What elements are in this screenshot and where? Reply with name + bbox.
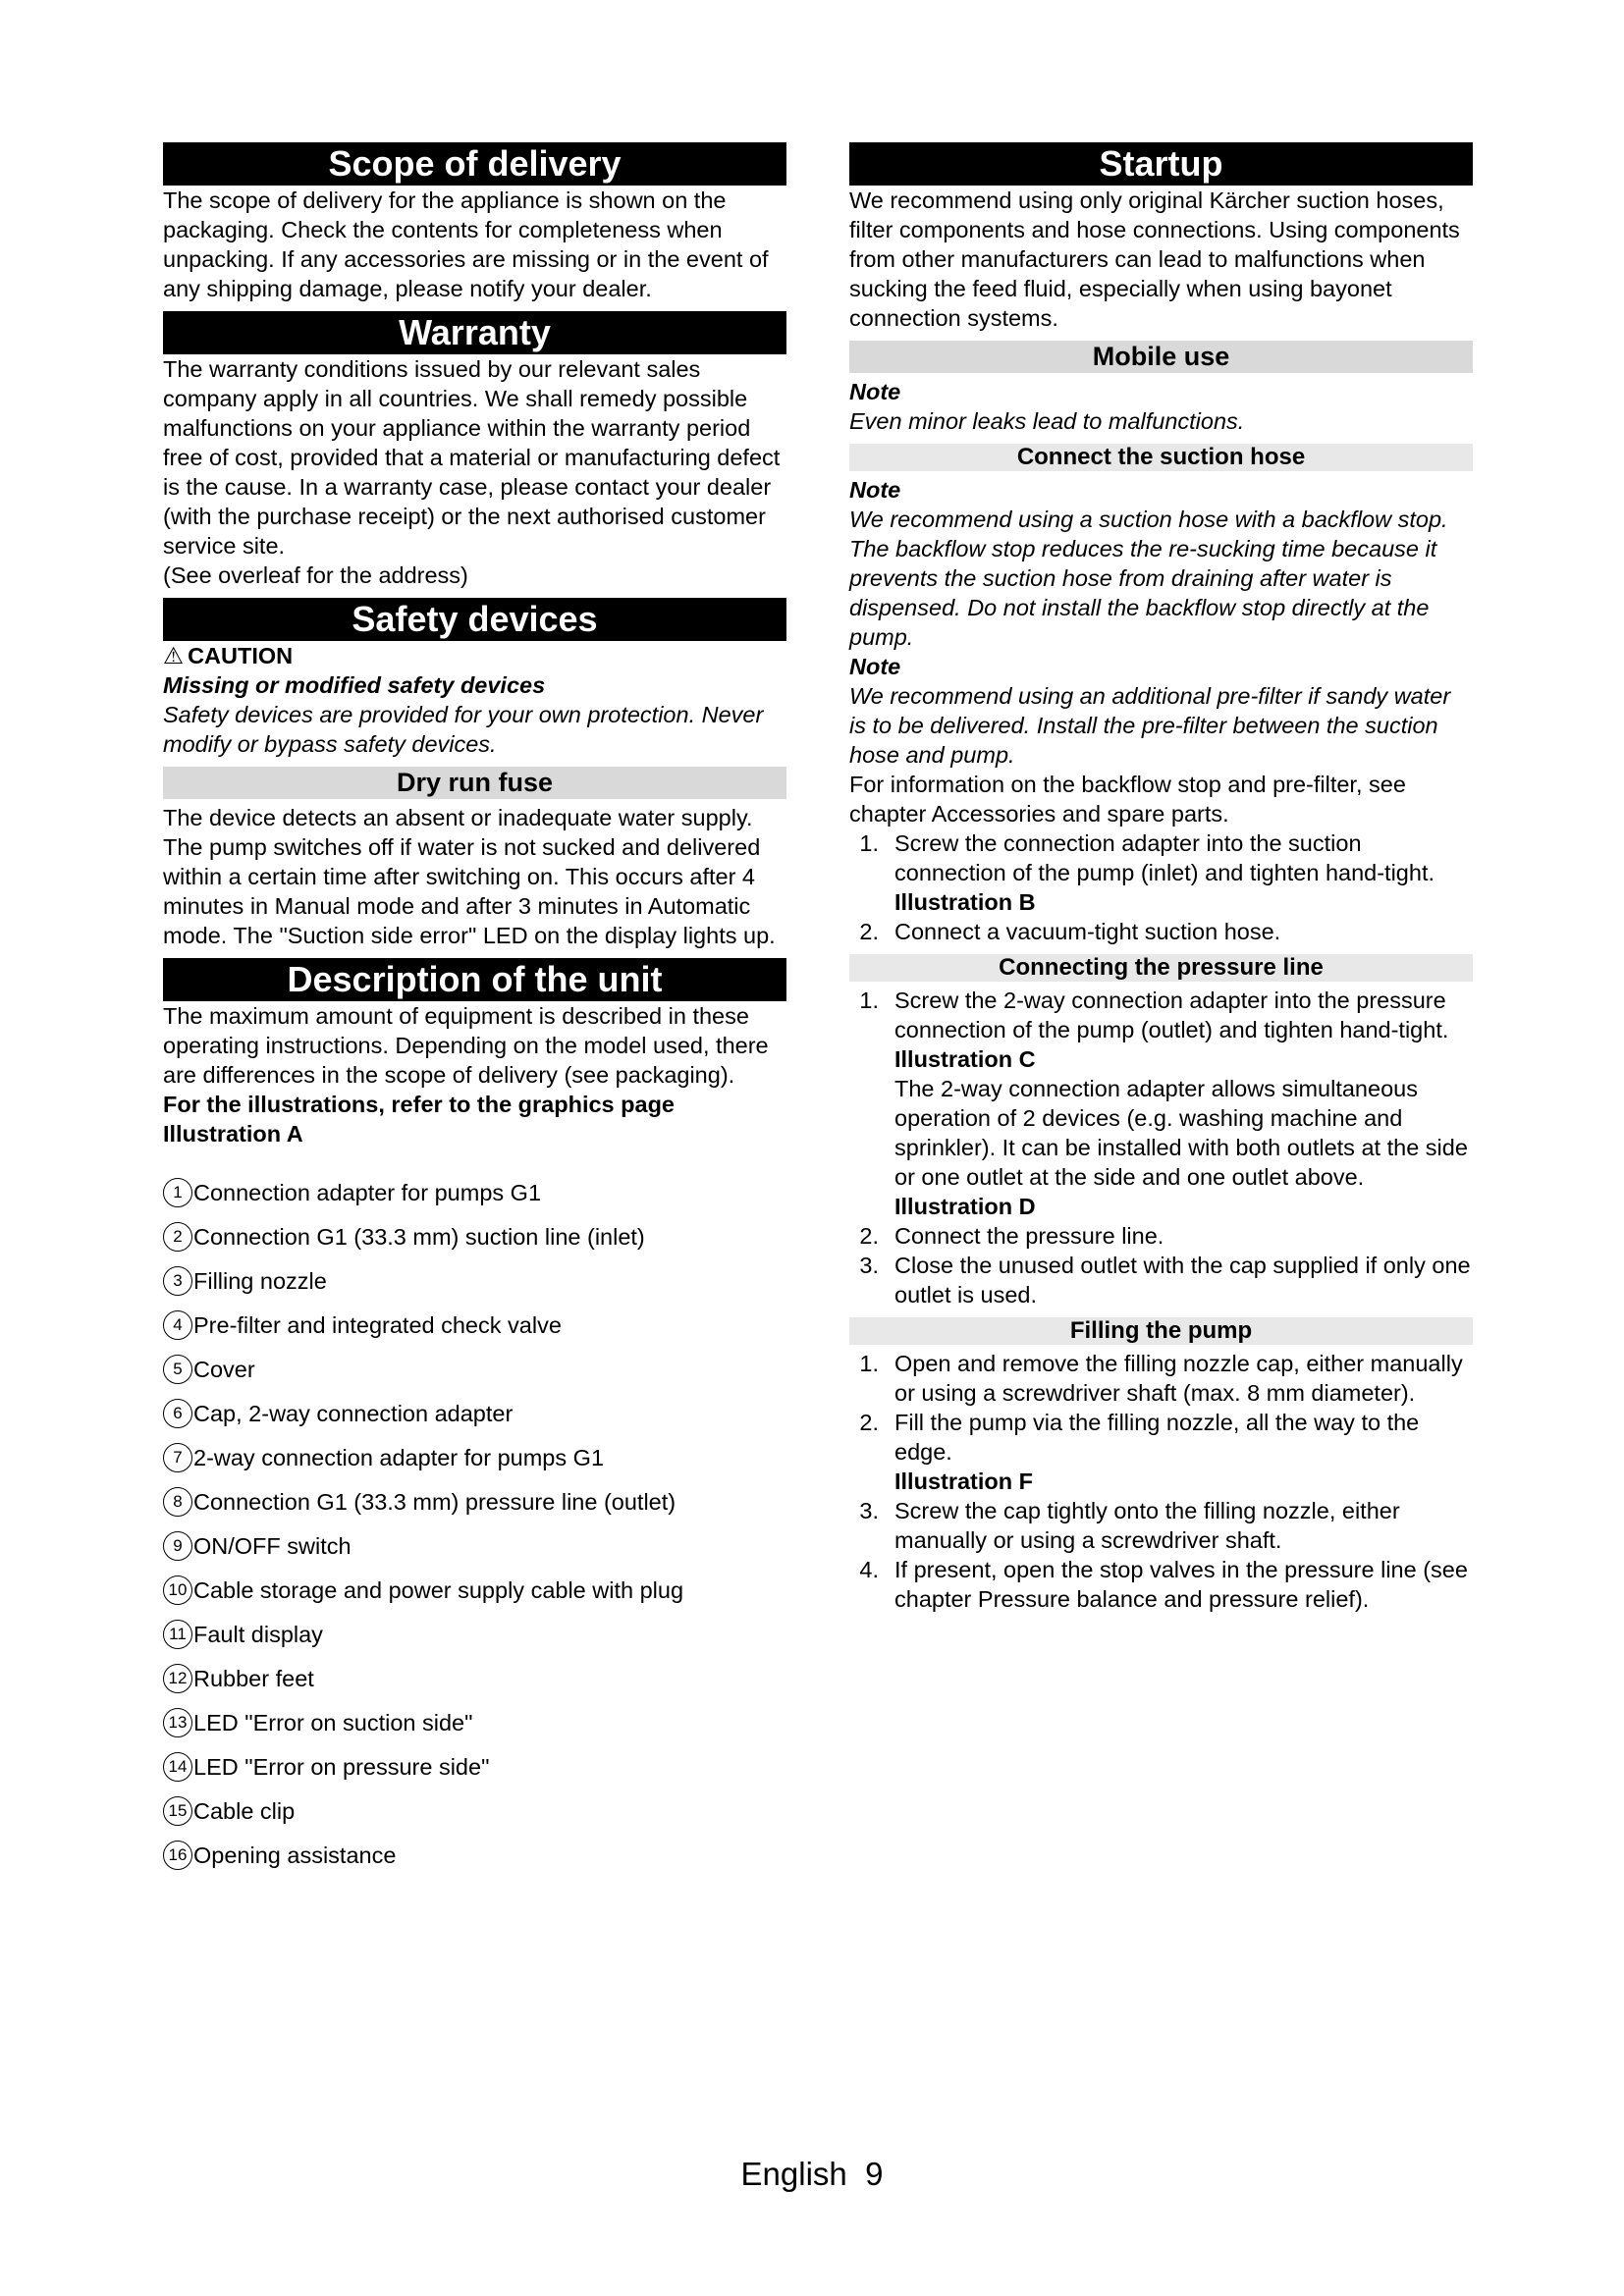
component-item	[163, 1391, 786, 1435]
component-item	[163, 1479, 786, 1523]
component-item	[163, 1214, 786, 1258]
item-number-badge: 16	[163, 1841, 192, 1870]
step-item	[849, 1555, 1473, 1614]
item-number-badge: 6	[163, 1399, 192, 1428]
step-number: 1.	[859, 988, 879, 1013]
dry-run-fuse-text: The device detects an absent or inadequate water supply. The pump switches off if water is not sucked and delivered within a certain time after switching on. This occurs after 4 minutes in Manual mode and after 3 minutes in Automatic mode. The "Suction side error" LED on the display lights up.	[163, 805, 776, 948]
item-number-badge: 2	[163, 1222, 192, 1252]
component-item	[163, 1612, 786, 1656]
step-item	[849, 1221, 1473, 1251]
component-item	[163, 1568, 786, 1612]
backflow-stop-note: We recommend using a suction hose with a backflow stop. The backflow stop reduces the re-sucking time because it prevents the suction hose from draining after water is dispensed. Do not install the backflow stop directly at the pump.	[849, 507, 1448, 650]
item-number-badge: 5	[163, 1355, 192, 1384]
step-text: Fill the pump via the filling nozzle, all the way to the edge.	[894, 1410, 1420, 1465]
dry-run-fuse-heading: Dry run fuse	[163, 767, 786, 799]
suction-steps	[849, 828, 1473, 946]
component-item	[163, 1744, 786, 1789]
step-number: 1.	[859, 830, 879, 856]
component-label: Opening assistance	[193, 1842, 397, 1868]
step-text: Connect the pressure line.	[894, 1223, 1164, 1249]
component-item	[163, 1833, 786, 1877]
illustration-f-label: Illustration F	[894, 1468, 1033, 1494]
component-label: Cable storage and power supply cable with plug	[193, 1576, 684, 1603]
step-text: Screw the connection adapter into the suction connection of the pump (inlet) and tighten hand-tight.	[894, 830, 1435, 885]
step-number: 1.	[859, 1351, 879, 1376]
step-text: If present, open the stop valves in the pressure line (see chapter Pressure balance and pressure relief).	[894, 1557, 1468, 1612]
mobile-use-note: Even minor leaks lead to malfunctions.	[849, 408, 1245, 434]
component-label: Pre-filter and integrated check valve	[193, 1311, 562, 1338]
safety-devices-heading: Safety devices	[163, 598, 786, 641]
item-number-badge: 14	[163, 1752, 192, 1782]
connecting-pressure-line-heading: Connecting the pressure line	[849, 954, 1473, 982]
step-text: Open and remove the filling nozzle cap, either manually or using a screwdriver shaft (max. 8 mm diameter).	[894, 1351, 1463, 1406]
component-label: 2-way connection adapter for pumps G1	[193, 1444, 605, 1470]
component-item	[163, 1258, 786, 1303]
scope-of-delivery-heading: Scope of delivery	[163, 142, 786, 186]
note-label: Note	[849, 654, 901, 679]
safety-devices-text: Safety devices are provided for your own protection. Never modify or bypass safety devices.	[163, 702, 764, 757]
illustration-a-label: Illustration A	[163, 1121, 303, 1147]
warranty-overleaf-note: (See overleaf for the address)	[163, 562, 468, 588]
item-number-badge: 12	[163, 1664, 192, 1693]
component-label: Cover	[193, 1356, 255, 1382]
component-label: ON/OFF switch	[193, 1532, 352, 1559]
step-item	[849, 1349, 1473, 1408]
item-number-badge: 15	[163, 1796, 192, 1826]
step-item	[849, 1496, 1473, 1555]
component-list	[163, 1170, 786, 1877]
footer-language: English	[740, 2156, 847, 2192]
step-text: Connect a vacuum-tight suction hose.	[894, 919, 1281, 944]
step-text: Close the unused outlet with the cap supplied if only one outlet is used.	[894, 1253, 1471, 1308]
step-number: 2.	[859, 1410, 879, 1435]
pre-filter-note: We recommend using an additional pre-filter if sandy water is to be delivered. Install the pre-filter between the suction hose and pump.	[849, 683, 1451, 768]
component-item	[163, 1435, 786, 1479]
right-column	[849, 142, 1473, 1614]
illustration-c-label: Illustration C	[894, 1046, 1036, 1072]
illustration-d-label: Illustration D	[894, 1194, 1036, 1219]
scope-of-delivery-text: The scope of delivery for the appliance is shown on the packaging. Check the contents for completeness when unpacking. If any accessories are missing or in the event of any shipping damage, please notify your dealer.	[163, 187, 769, 301]
accessories-reference: For information on the backflow stop and pre-filter, see chapter Accessories and spare parts.	[849, 772, 1406, 827]
connect-suction-hose-heading: Connect the suction hose	[849, 444, 1473, 471]
warranty-text: The warranty conditions issued by our relevant sales company apply in all countries. We shall remedy possible malfunctions on your appliance within the warranty period free of cost, provided that a material or manufacturing defect is the cause. In a warranty case, please contact your dealer (with the purchase receipt) or the next authorised customer service site.	[163, 356, 781, 559]
description-text: The maximum amount of equipment is described in these operating instructions. Depending on the model used, there are differences in the scope of delivery (see packaging).	[163, 1003, 769, 1088]
item-number-badge: 13	[163, 1708, 192, 1737]
item-number-badge: 11	[163, 1620, 192, 1649]
note-label: Note	[849, 379, 901, 404]
startup-text: We recommend using only original Kärcher suction hoses, filter components and hose connections. Using components from other manufacturers can lead to malfunctions when sucking the feed fluid, especially when using bayonet connection systems.	[849, 187, 1460, 331]
page-number: 9	[865, 2156, 884, 2192]
component-label: LED "Error on pressure side"	[193, 1753, 490, 1780]
step-number: 2.	[859, 919, 879, 944]
startup-heading: Startup	[849, 142, 1473, 186]
item-number-badge: 10	[163, 1575, 192, 1605]
caution-label	[163, 641, 786, 670]
component-item	[163, 1303, 786, 1347]
caution-text: CAUTION	[188, 643, 294, 668]
step-number: 4.	[859, 1557, 879, 1582]
item-number-badge: 8	[163, 1487, 192, 1517]
step-number: 3.	[859, 1253, 879, 1278]
filling-pump-heading: Filling the pump	[849, 1317, 1473, 1345]
step-text: Screw the 2-way connection adapter into the pressure connection of the pump (outlet) and tighten hand-tight.	[894, 988, 1449, 1042]
item-number-badge: 9	[163, 1531, 192, 1561]
step-item	[849, 1408, 1473, 1496]
step-text: Screw the cap tightly onto the filling nozzle, either manually or using a screwdriver shaft.	[894, 1498, 1400, 1553]
component-item	[163, 1656, 786, 1700]
step-number: 3.	[859, 1498, 879, 1523]
warranty-heading: Warranty	[163, 311, 786, 354]
item-number-badge: 4	[163, 1310, 192, 1340]
component-label: Cable clip	[193, 1797, 296, 1824]
mobile-use-heading: Mobile use	[849, 341, 1473, 373]
item-number-badge: 3	[163, 1266, 192, 1296]
graphics-page-reference: For the illustrations, refer to the graphics page	[163, 1092, 676, 1117]
component-item	[163, 1700, 786, 1744]
item-number-badge: 7	[163, 1443, 192, 1472]
page-footer	[0, 2155, 1624, 2194]
item-number-badge: 1	[163, 1178, 192, 1207]
illustration-b-label: Illustration B	[894, 889, 1036, 915]
component-label: Cap, 2-way connection adapter	[193, 1400, 514, 1426]
note-label: Note	[849, 477, 901, 503]
left-column	[163, 142, 786, 1877]
component-item	[163, 1170, 786, 1214]
component-label: LED "Error on suction side"	[193, 1709, 473, 1735]
component-label: Filling nozzle	[193, 1267, 327, 1294]
description-of-unit-heading: Description of the unit	[163, 958, 786, 1001]
component-label: Connection G1 (33.3 mm) pressure line (outlet)	[193, 1488, 677, 1515]
step-item	[849, 986, 1473, 1221]
component-item	[163, 1523, 786, 1568]
component-label: Fault display	[193, 1621, 323, 1647]
component-item	[163, 1347, 786, 1391]
step-item	[849, 917, 1473, 946]
component-label: Connection G1 (33.3 mm) suction line (inlet)	[193, 1223, 645, 1250]
component-item	[163, 1789, 786, 1833]
filling-steps	[849, 1349, 1473, 1614]
component-label: Connection adapter for pumps G1	[193, 1179, 542, 1205]
step-item	[849, 1251, 1473, 1309]
warning-triangle-icon: ⚠	[163, 643, 185, 668]
step-number: 2.	[859, 1223, 879, 1249]
component-label: Rubber feet	[193, 1665, 314, 1691]
step-item	[849, 828, 1473, 917]
pressure-steps	[849, 986, 1473, 1309]
safety-devices-subheading: Missing or modified safety devices	[163, 672, 546, 698]
step-extra-text: The 2-way connection adapter allows simultaneous operation of 2 devices (e.g. washing machine and sprinkler). It can be installed with both outlets at the side or one outlet at the side and one outlet above.	[894, 1076, 1468, 1190]
